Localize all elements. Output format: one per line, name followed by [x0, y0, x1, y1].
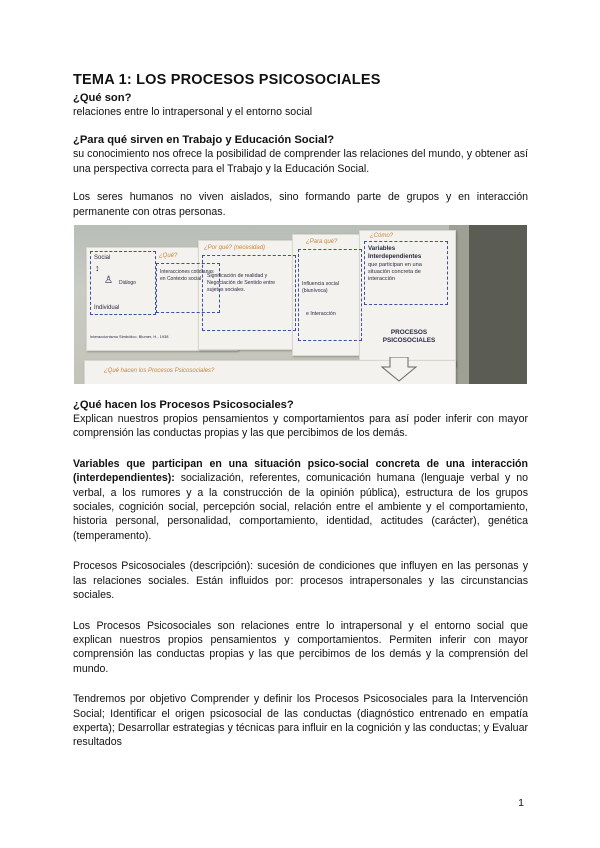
label-por-que: ¿Por qué? (necesidad)	[204, 245, 266, 252]
document-body	[73, 72, 528, 750]
text-interaccionismo: Interaccionismo Simbólico. Blumer, H., 1938	[90, 334, 169, 340]
paragraph-para-que: su conocimiento nos ofrece la posibilidad de comprender las relaciones del mundo, y obtener así una perspectiva correcta para el Trabajo y la Educación Social.	[73, 148, 528, 175]
slides-photo	[74, 225, 527, 384]
label-que: ¿Qué?	[159, 253, 178, 260]
label-para-que: ¿Para qué?	[306, 239, 338, 246]
text-significacion: Significación de realidad y Negociación de Sentido entre sujetos sociales.	[207, 273, 276, 294]
text-variables: que participan en una situación concreta de interacción	[368, 262, 422, 283]
text-influencia: Influencia social (biunívoca)	[302, 281, 339, 295]
paragraph-variables	[73, 457, 528, 543]
label-como: ¿Cómo?	[370, 233, 394, 240]
label-que-hacen: ¿Qué hacen los Procesos Psicosociales?	[104, 368, 215, 375]
paragraph-objetivo: Tendremos por objetivo Comprender y definir los Procesos Psicosociales para la Intervención Social; Identificar el origen psicosocial de las conductas (diagnóstico entrenado en empatía experta); Desarrollar estrategias y técnicas para influir en la cognición y las conductas; y Evaluar resultados	[73, 693, 528, 749]
label-social: Social	[94, 255, 111, 262]
text-variables-title: Variables Interdependientes	[368, 245, 422, 260]
page-title: TEMA 1: LOS PROCESOS PSICOSOCIALES	[73, 72, 381, 88]
paragraph-seres-humanos: Los seres humanos no viven aislados, sino formando parte de grupos y en interacción permanente con otras personas.	[73, 191, 528, 218]
arrow-up-down-icon: ↕	[95, 263, 100, 274]
variables-lead: Variables que participan en una situación psico-social concreta de una interacción (interdependientes):	[73, 457, 528, 485]
heading-para-que: ¿Para qué sirven en Trabajo y Educación Social?	[73, 134, 335, 147]
text-interacciones: Interacciones cotidianas en Contexto social	[160, 269, 214, 282]
person-icon: ♙	[104, 275, 113, 287]
variables-text: socialización, referentes, comunicación humana (lenguaje verbal y no verbal, a los rumores y a la construcción de la opinión pública), estructura de los grupos sociales, cognición social, percepción social, relación entre el ambiente y el comportamiento, historia personal, personalidad, comportamiento, identidad, actitudes (carácter), genética (temperamento).	[73, 472, 528, 542]
paragraph-relaciones: Los Procesos Psicosociales son relaciones entre lo intrapersonal y el entorno social que explican nuestros propios pensamientos y comportamientos. Permiten inferir con mayor comprensión las conductas propias y las que percibimos de los demás y la comprensión del mundo.	[73, 619, 528, 675]
heading-que-son: ¿Qué son?	[73, 92, 132, 104]
paragraph-que-son: relaciones entre lo intrapersonal y el entorno social	[73, 106, 313, 118]
text-e-interaccion: e Interacción	[306, 311, 336, 318]
paragraph-que-hacen: Explican nuestros propios pensamientos y comportamientos para así poder inferir con mayor comprensión las conductas propias y las que percibimos de los demás.	[73, 413, 528, 440]
heading-que-hacen: ¿Qué hacen los Procesos Psicosociales?	[73, 399, 294, 412]
text-procesos: PROCESOS PSICOSOCIALES	[382, 329, 436, 344]
label-dialogo: Diálogo	[119, 280, 136, 287]
paragraph-descripcion: Procesos Psicosociales (descripción): sucesión de condiciones que influyen en las personas y las relaciones sociales. Están influidos por: procesos intrapersonales y las circunstancias sociales.	[73, 560, 528, 602]
arrow-down-icon	[380, 357, 420, 384]
page-number: 1	[518, 797, 524, 809]
label-individual: Individual	[94, 305, 120, 312]
